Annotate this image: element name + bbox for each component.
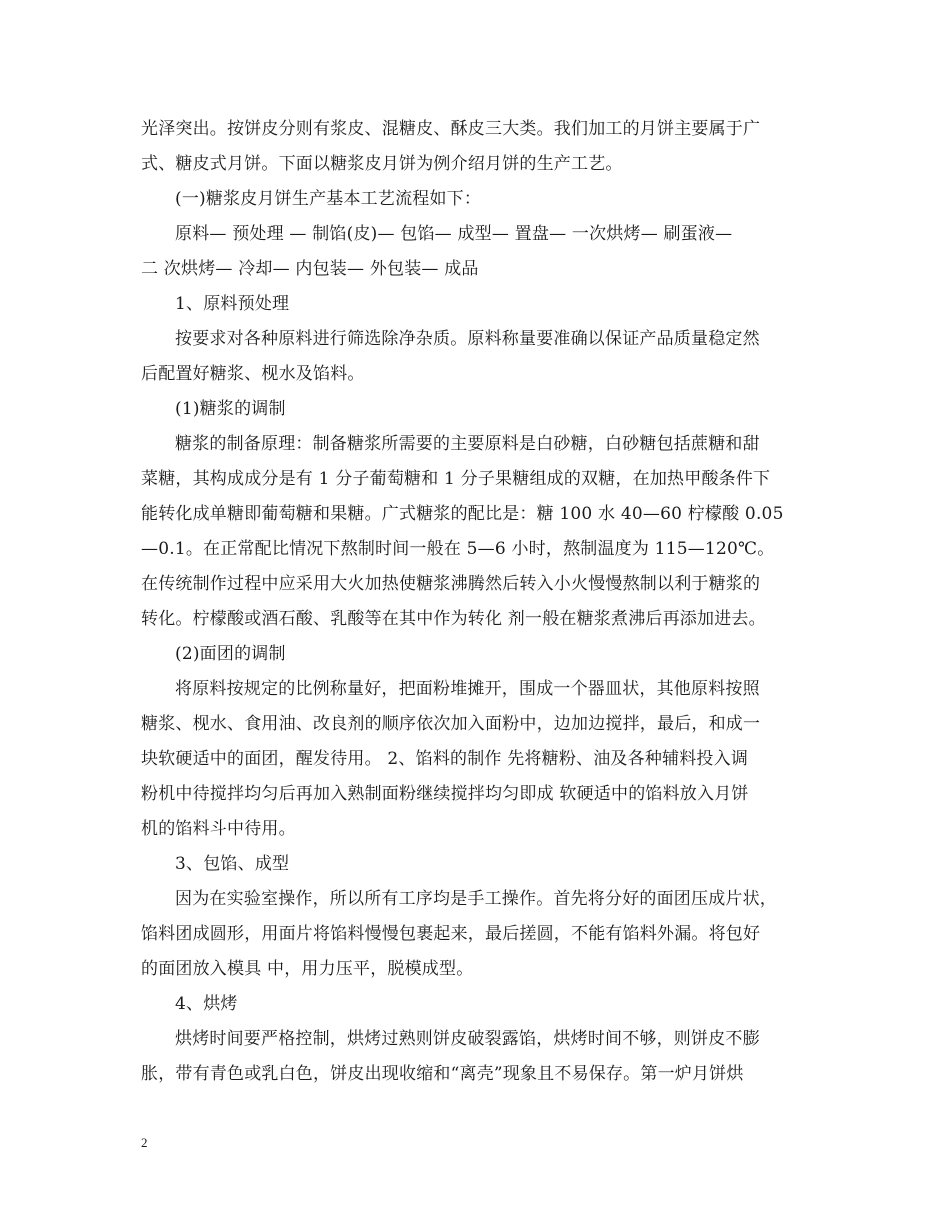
text-line: 块软硬适中的面团，醒发待用。 2、馅料的制作 先将糖粉、油及各种辅料投入调 bbox=[141, 749, 749, 769]
step-heading: 4、烘烤 bbox=[175, 994, 238, 1014]
text-line: 的面团放入模具 中，用力压平，脱模成型。 bbox=[141, 959, 474, 979]
text-line: 馅料团成圆形，用面片将馅料慢慢包裹起来，最后搓圆，不能有馅料外漏。将包好 bbox=[141, 924, 761, 944]
text-line: 因为在实验室操作，所以所有工序均是手工操作。首先将分好的面团压成片状， bbox=[175, 889, 777, 909]
page-number: 2 bbox=[141, 1135, 148, 1150]
text-line: 转化。柠檬酸或酒石酸、乳酸等在其中作为转化 剂一般在糖浆煮沸后再添加进去。 bbox=[141, 609, 766, 629]
sub-heading: (1)糖浆的调制 bbox=[175, 399, 286, 419]
section-heading: (一)糖浆皮月饼生产基本工艺流程如下： bbox=[175, 189, 482, 209]
text-line: —0.1。在正常配比情况下熬制时间一般在 5—6 小时，熬制温度为 115—120℃。 bbox=[141, 539, 775, 559]
text-line: 按要求对各种原料进行筛选除净杂质。原料称量要准确以保证产品质量稳定然 bbox=[175, 329, 760, 349]
text-line: 胀，带有青色或乳白色，饼皮出现收缩和“离壳”现象且不易保存。第一炉月饼烘 bbox=[141, 1064, 744, 1084]
text-line: 菜糖，其构成成分是有 1 分子葡萄糖和 1 分子果糖组成的双糖，在加热甲酸条件下 bbox=[141, 469, 771, 489]
text-line: 机的馅料斗中待用。 bbox=[141, 819, 296, 839]
text-line: 将原料按规定的比例称量好，把面粉堆摊开，围成一个器皿状，其他原料按照 bbox=[175, 679, 760, 699]
text-line: 光泽突出。按饼皮分则有浆皮、混糖皮、酥皮三大类。我们加工的月饼主要属于广 bbox=[141, 119, 761, 139]
step-heading: 1、原料预处理 bbox=[175, 294, 290, 314]
text-line: 后配置好糖浆、枧水及馅料。 bbox=[141, 364, 365, 384]
text-line: 能转化成单糖即葡萄糖和果糖。广式糖浆的配比是：糖 100 水 40—60 柠檬酸 0.05 bbox=[141, 504, 784, 524]
text-line: 在传统制作过程中应采用大火加热使糖浆沸腾然后转入小火慢慢熬制以利于糖浆的 bbox=[141, 574, 761, 594]
text-line: 式、糖皮式月饼。下面以糖浆皮月饼为例介绍月饼的生产工艺。 bbox=[141, 154, 623, 174]
text-line: 粉机中待搅拌均匀后再加入熟制面粉继续搅拌均匀即成 软硬适中的馅料放入月饼 bbox=[141, 784, 749, 804]
sub-heading: (2)面团的调制 bbox=[175, 644, 286, 664]
text-line: 糖浆、枧水、食用油、改良剂的顺序依次加入面粉中，边加边搅拌，最后，和成一 bbox=[141, 714, 761, 734]
text-line: 烘烤时间要严格控制，烘烤过熟则饼皮破裂露馅，烘烤时间不够，则饼皮不膨 bbox=[175, 1029, 760, 1049]
step-heading: 3、包馅、成型 bbox=[175, 854, 290, 874]
process-flow-line: 二 次烘烤— 冷却— 内包装— 外包装— 成品 bbox=[141, 259, 479, 279]
text-line: 糖浆的制备原理：制备糖浆所需要的主要原料是白砂糖，白砂糖包括蔗糖和甜 bbox=[175, 434, 760, 454]
process-flow-line: 原料— 预处理 — 制馅(皮)— 包馅— 成型— 置盘— 一次烘烤— 刷蛋液— bbox=[175, 224, 733, 244]
